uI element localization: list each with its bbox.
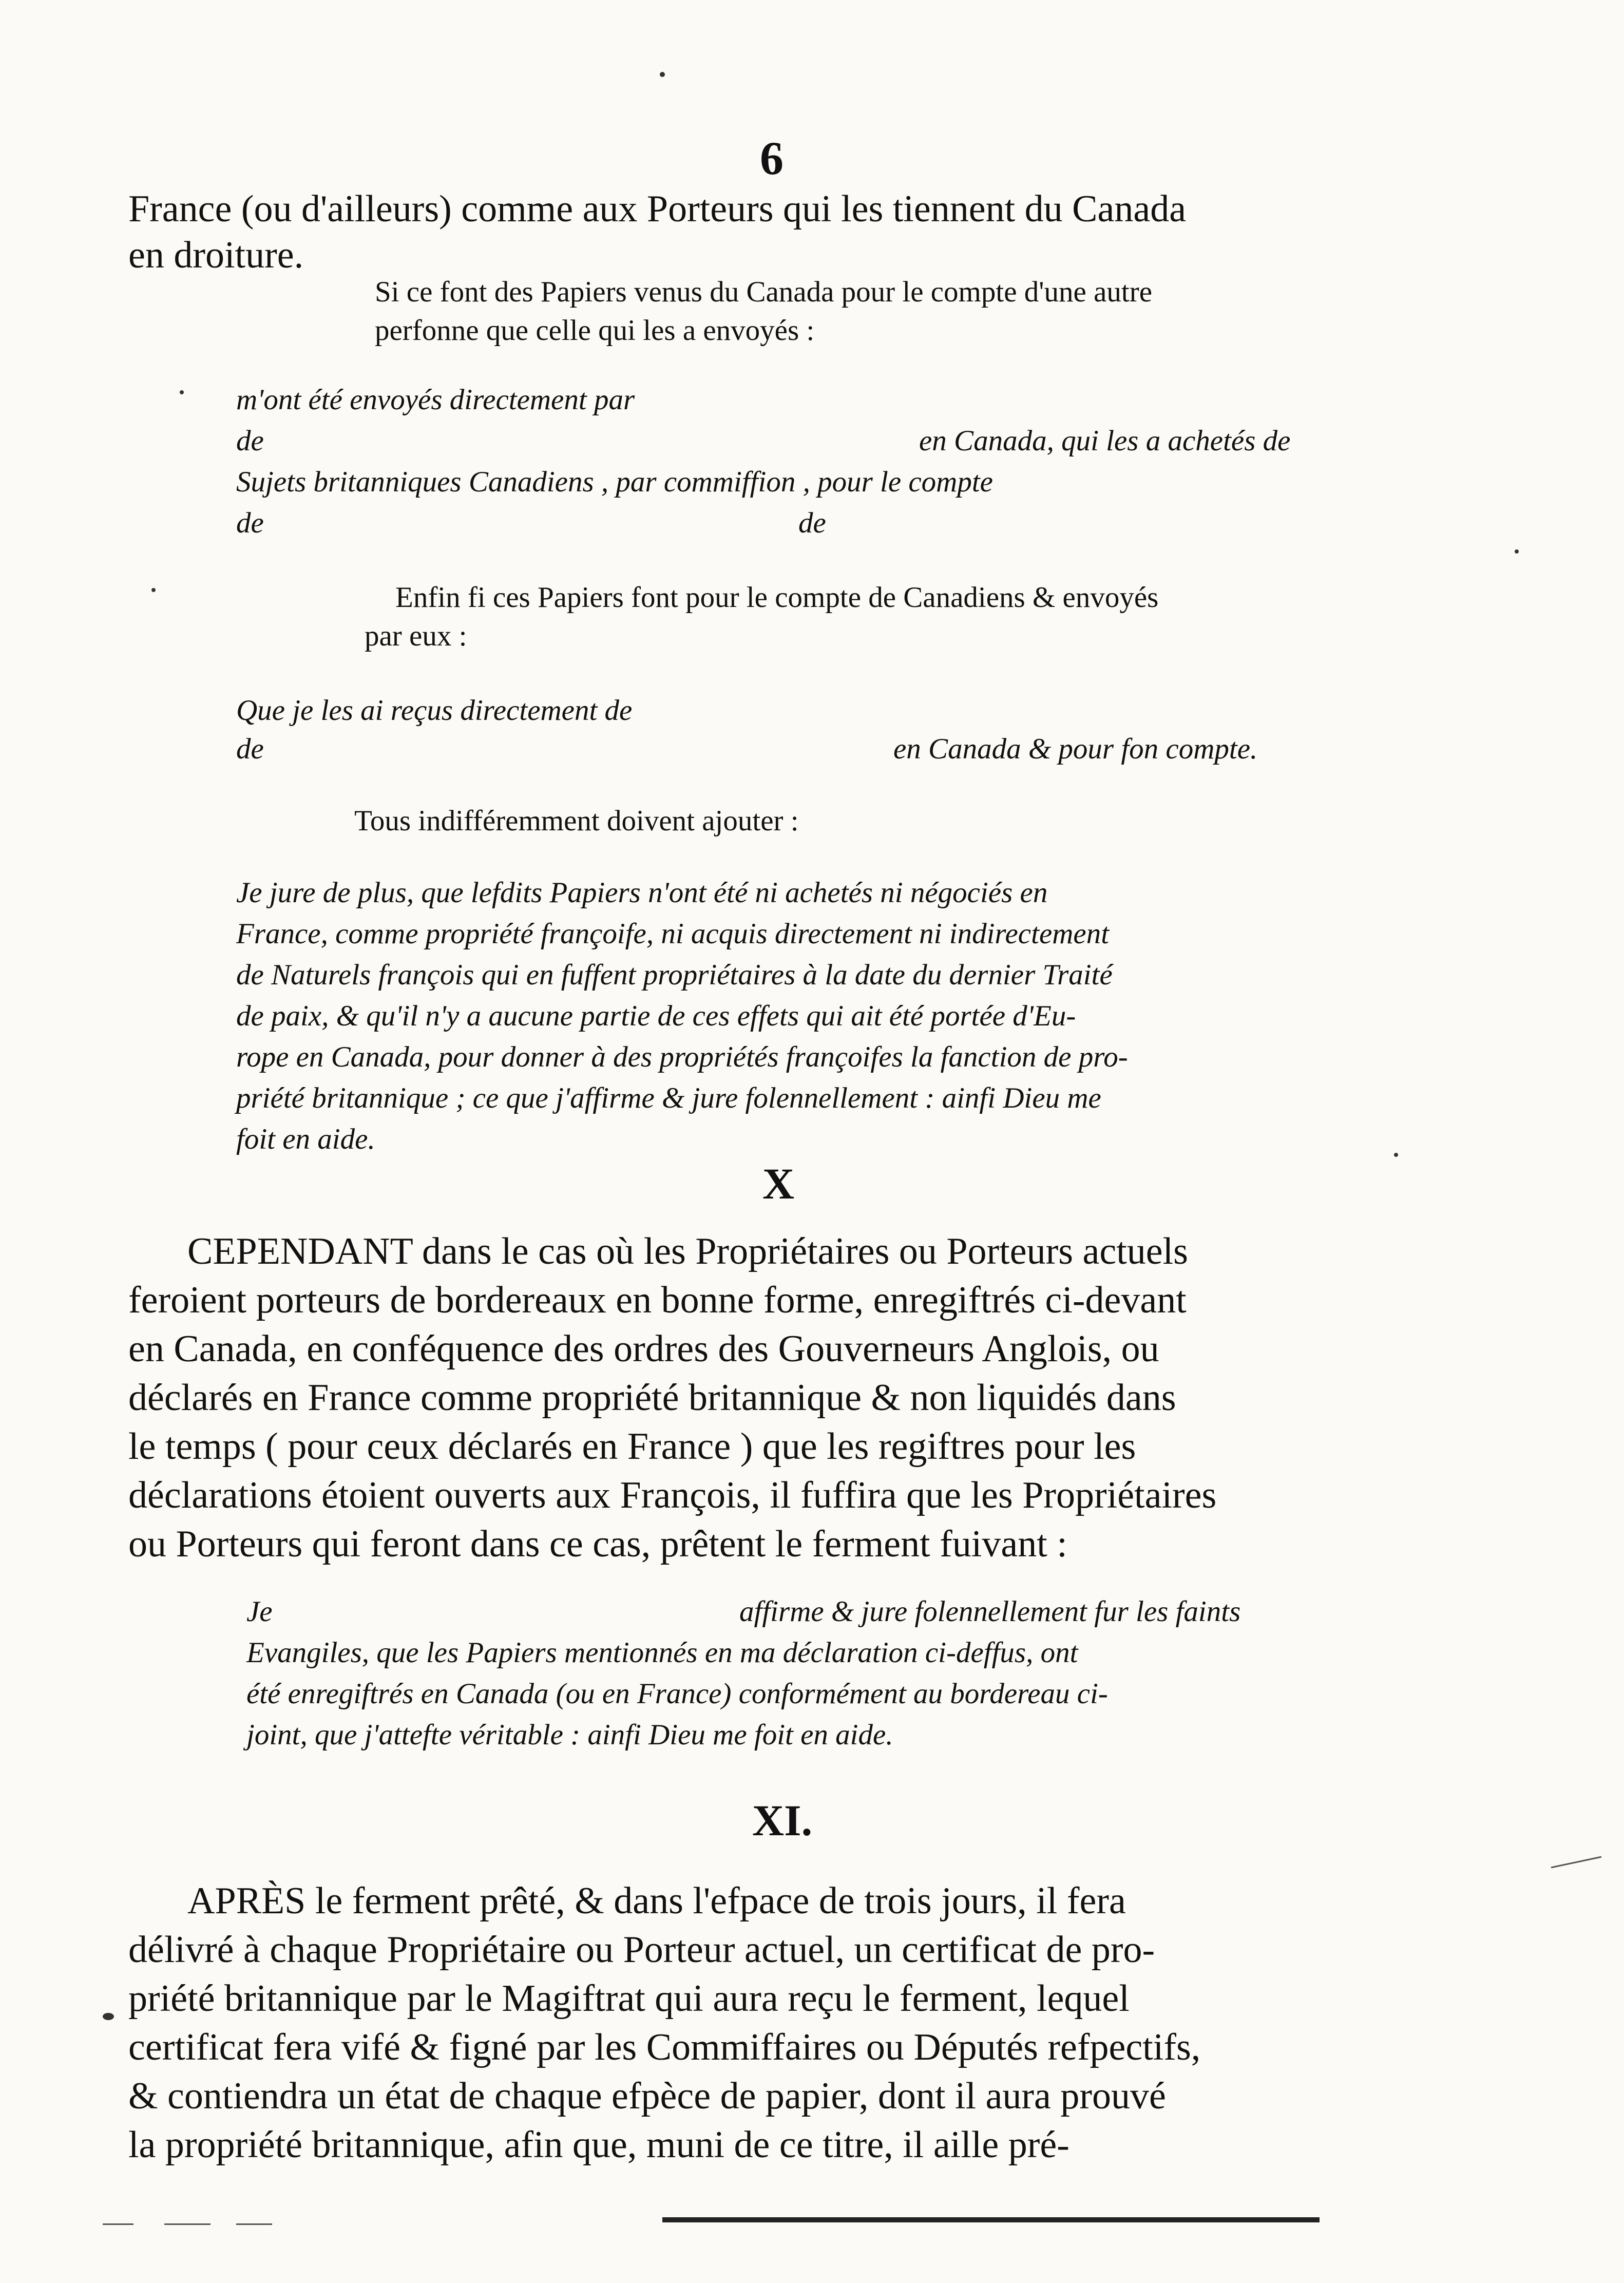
scan-speck: [151, 588, 156, 592]
formula-line: m'ont été envoyés directement par: [236, 384, 635, 416]
text-line: Si ce font des Papiers venus du Canada pour le compte d'une autre: [375, 276, 1153, 308]
formula-line: en Canada, qui les a achetés de: [919, 425, 1291, 457]
scan-speck: [1394, 1153, 1398, 1157]
text-line: feroient porteurs de bordereaux en bonne forme, enregiftrés ci-devant: [128, 1279, 1187, 1321]
oath-line: de Naturels françois qui en fuffent propriétaires à la date du dernier Traité: [236, 959, 1113, 991]
oath-line: priété britannique ; ce que j'affirme & jure folennellement : ainfi Dieu me: [236, 1082, 1101, 1114]
scan-mark: [103, 2223, 133, 2225]
oath-line: foit en aide.: [236, 1123, 375, 1155]
text-line: Tous indifféremment doivent ajouter :: [354, 805, 799, 837]
text-line: déclarations étoient ouverts aux François, il fuffira que les Propriétaires: [128, 1474, 1217, 1516]
text-line: & contiendra un état de chaque efpèce de papier, dont il aura prouvé: [128, 2075, 1166, 2117]
formula-line: de: [798, 507, 826, 539]
oath-line: Evangiles, que les Papiers mentionnés en ma déclaration ci-deffus, ont: [246, 1637, 1078, 1669]
scan-speck: [103, 2013, 114, 2020]
formula-line: de: [236, 425, 264, 457]
section-heading-x: X: [762, 1159, 795, 1208]
scan-mark: [164, 2223, 211, 2225]
oath-line: joint, que j'attefte véritable : ainfi Dieu me foit en aide.: [246, 1719, 893, 1751]
scan-speck: [660, 72, 665, 77]
section-heading-xi: XI.: [752, 1796, 813, 1845]
oath-line: de paix, & qu'il n'y a aucune partie de ces effets qui ait été portée d'Eu-: [236, 1000, 1076, 1032]
text-line: ou Porteurs qui feront dans ce cas, prêtent le ferment fuivant :: [128, 1523, 1067, 1565]
scan-mark: [236, 2223, 272, 2225]
text-line: Enfin fi ces Papiers font pour le compte de Canadiens & envoyés: [395, 581, 1159, 614]
text-line: en droiture.: [128, 234, 304, 276]
text-line: le temps ( pour ceux déclarés en France ) que les regiftres pour les: [128, 1425, 1136, 1468]
page-number: 6: [760, 132, 784, 184]
formula-line: Que je les ai reçus directement de: [236, 694, 633, 727]
text-line: par eux :: [365, 620, 467, 652]
oath-line: Je: [246, 1595, 273, 1628]
text-line: APRÈS le ferment prêté, & dans l'efpace de trois jours, il fera: [187, 1880, 1126, 1922]
oath-line: France, comme propriété françoife, ni acquis directement ni indirectement: [236, 918, 1110, 950]
formula-line: Sujets britanniques Canadiens , par commiffion , pour le compte: [236, 466, 993, 498]
text-line: priété britannique par le Magiftrat qui aura reçu le ferment, lequel: [128, 1977, 1130, 2020]
oath-line: affirme & jure folennellement fur les faints: [739, 1595, 1241, 1628]
text-line: France (ou d'ailleurs) comme aux Porteurs qui les tiennent du Canada: [128, 188, 1187, 230]
bottom-rule: [662, 2217, 1320, 2222]
oath-line: Je jure de plus, que lefdits Papiers n'ont été ni achetés ni négociés en: [236, 877, 1048, 909]
text-line: déclarés en France comme propriété britannique & non liquidés dans: [128, 1377, 1176, 1419]
text-line: délivré à chaque Propriétaire ou Porteur actuel, un certificat de pro-: [128, 1929, 1155, 1971]
oath-line: été enregiftrés en Canada (ou en France) conformément au bordereau ci-: [246, 1678, 1108, 1710]
formula-line: de: [236, 733, 264, 765]
text-line: perfonne que celle qui les a envoyés :: [375, 314, 815, 347]
formula-line: en Canada & pour fon compte.: [893, 733, 1258, 765]
formula-line: de: [236, 507, 264, 539]
text-line: CEPENDANT dans le cas où les Propriétaires ou Porteurs actuels: [187, 1230, 1188, 1272]
text-line: en Canada, en conféquence des ordres des Gouverneurs Anglois, ou: [128, 1328, 1159, 1370]
text-line: la propriété britannique, afin que, muni de ce titre, il aille pré-: [128, 2124, 1069, 2166]
scan-mark: [1551, 1856, 1601, 1869]
scan-speck: [180, 390, 184, 394]
oath-line: rope en Canada, pour donner à des propriétés françoifes la fanction de pro-: [236, 1041, 1128, 1073]
text-line: certificat fera vifé & figné par les Commiffaires ou Députés refpectifs,: [128, 2026, 1201, 2068]
scan-speck: [1515, 549, 1519, 554]
